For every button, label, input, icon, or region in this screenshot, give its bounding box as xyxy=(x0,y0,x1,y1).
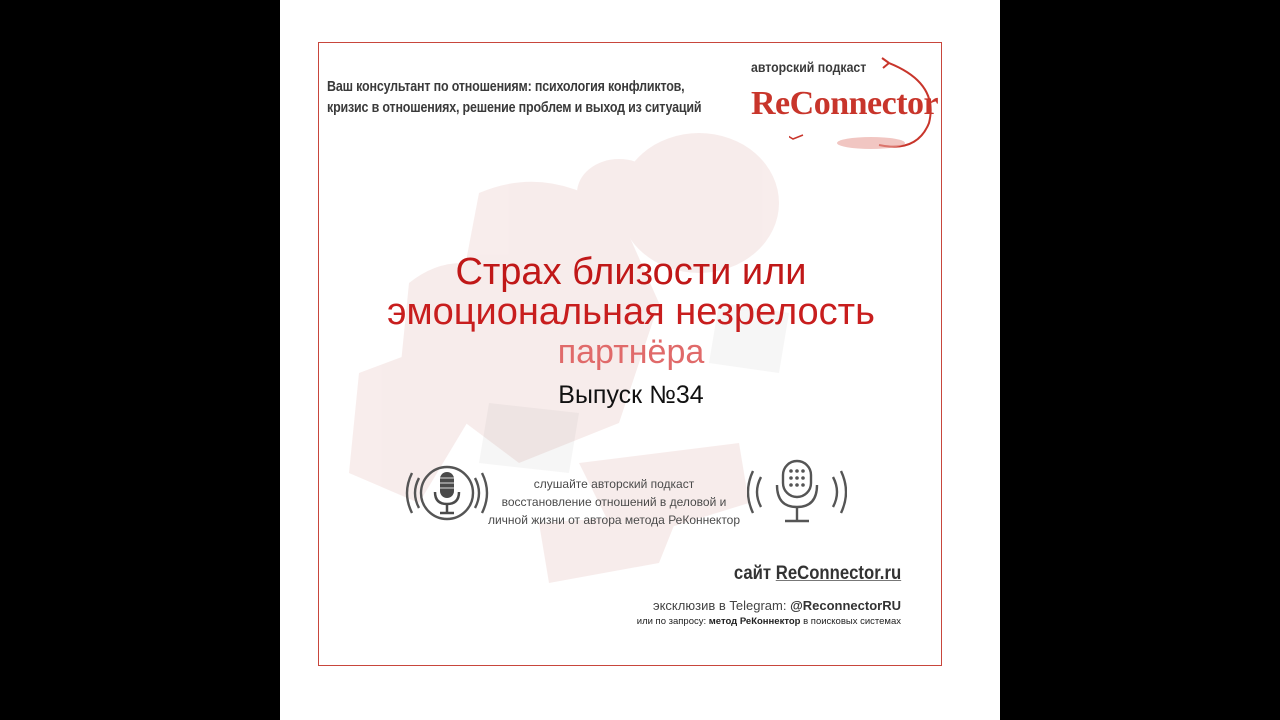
telegram-line xyxy=(653,598,901,613)
tagline-line-1: Ваш консультант по отношениям: психология конфликтов, xyxy=(327,79,685,95)
microphone-right-icon xyxy=(747,457,847,535)
telegram-prefix: эксклюзив в Telegram: xyxy=(652,598,787,613)
episode-number: Выпуск №34 xyxy=(558,381,704,409)
episode-title-line-2: эмоциональная незрелость xyxy=(387,291,875,333)
brand-logo: ReConnector xyxy=(751,85,939,122)
search-term: метод РеКоннектор xyxy=(708,616,801,627)
listen-line-1: слушайте авторский подкаст xyxy=(533,477,695,491)
site-link[interactable]: ReConnector.ru xyxy=(775,563,901,584)
episode-title-line-1: Страх близости или xyxy=(455,251,807,293)
tagline xyxy=(327,77,702,119)
microphone-left-icon xyxy=(397,458,497,528)
telegram-handle[interactable]: @ReconnectorRU xyxy=(790,598,901,613)
listen-line-3: личной жизни от автора метода РеКоннектор xyxy=(487,513,741,527)
cover-page xyxy=(280,0,1000,720)
listen-caption xyxy=(484,475,744,529)
website-line xyxy=(734,563,901,585)
search-suffix: в поисковых системах xyxy=(803,616,901,627)
episode-title-line-3: партнёра xyxy=(557,333,705,371)
site-prefix: сайт xyxy=(733,563,771,584)
listen-line-2: восстановление отношений в деловой и xyxy=(501,495,727,509)
search-hint xyxy=(637,616,901,627)
tagline-line-2: кризис в отношениях, решение проблем и выход из ситуаций xyxy=(327,100,702,116)
search-prefix: или по запросу: xyxy=(636,616,707,627)
cover-frame xyxy=(318,42,942,666)
podcast-label: авторский подкаст xyxy=(751,59,867,75)
